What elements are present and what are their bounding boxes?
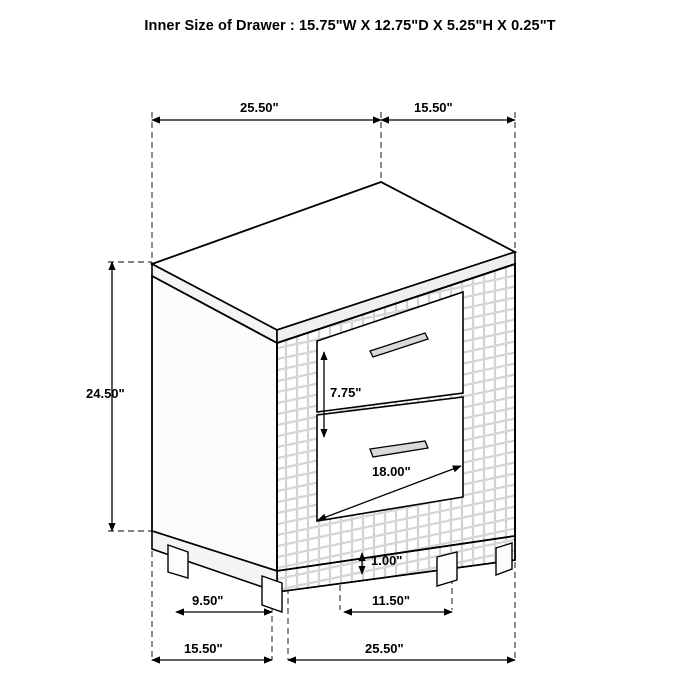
dim-label-top-left: 25.50" <box>240 100 279 115</box>
dim-label-top-right: 15.50" <box>414 100 453 115</box>
dim-label-leg-height: 1.00" <box>371 553 403 568</box>
dim-label-drawer-height: 7.75" <box>330 385 362 400</box>
dim-label-base-right-segment: 11.50" <box>372 593 410 608</box>
dim-label-drawer-width: 18.00" <box>372 464 411 479</box>
leg-back-right <box>496 543 512 575</box>
dim-label-height: 24.50" <box>86 386 125 401</box>
dim-label-base-left-segment: 9.50" <box>192 593 224 608</box>
leg-front-left <box>262 576 282 612</box>
page-title: Inner Size of Drawer : 15.75"W X 12.75"D X 5.25"H X 0.25"T <box>144 18 556 34</box>
leg-front-right <box>437 552 457 586</box>
dim-label-base-depth-total: 15.50" <box>184 641 223 656</box>
dim-label-base-width-total: 25.50" <box>365 641 404 656</box>
